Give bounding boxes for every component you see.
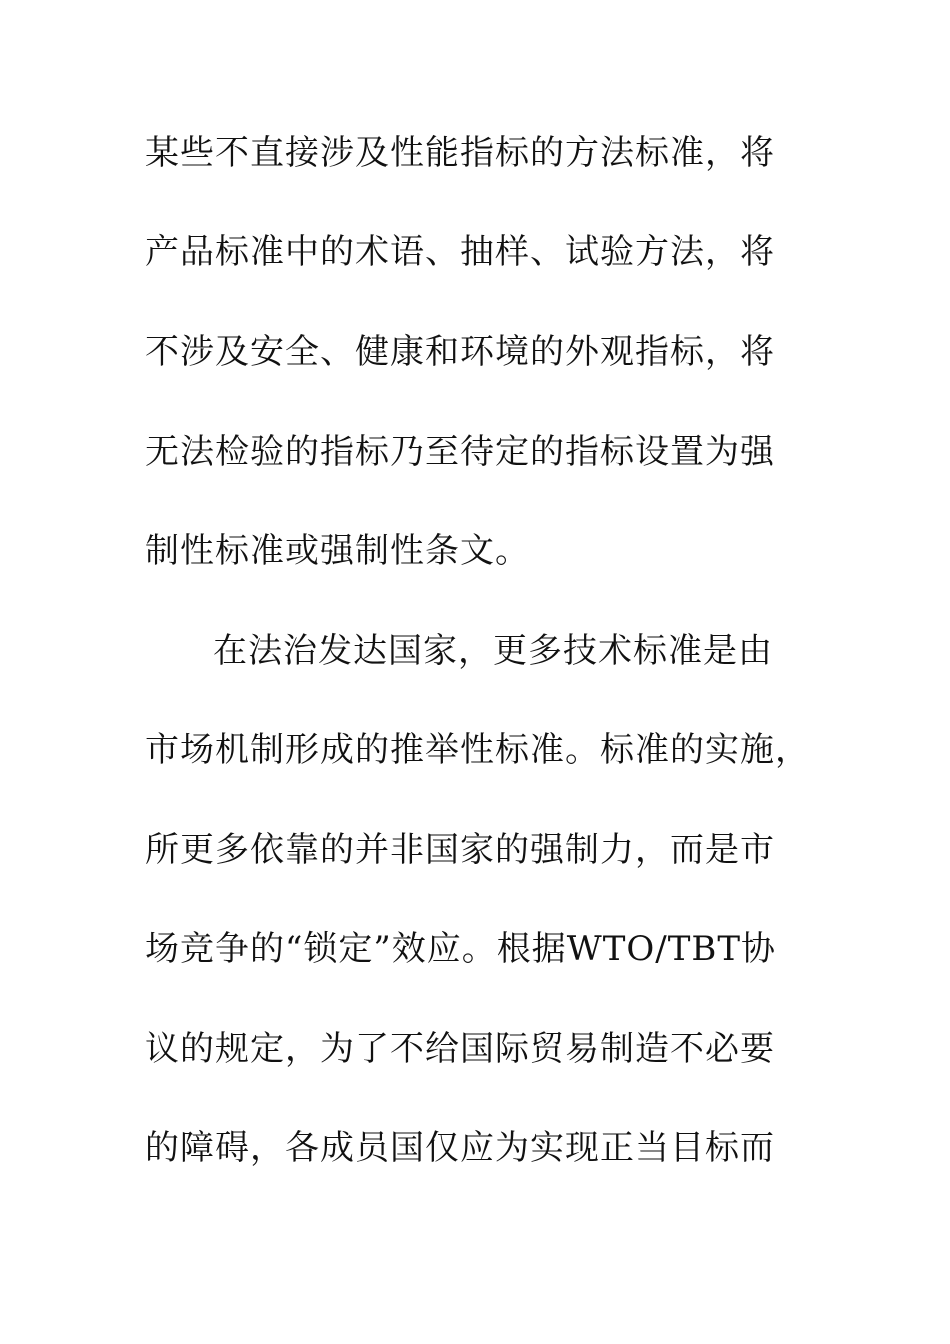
text-line: 制性标准或强制性条文。 bbox=[145, 531, 530, 571]
text-line: 所更多依靠的并非国家的强制力，而是市 bbox=[145, 830, 775, 870]
text-line: 议的规定，为了不给国际贸易制造不必要 bbox=[145, 1029, 775, 1069]
text-line: 的障碍，各成员国仅应为实现正当目标而 bbox=[145, 1128, 775, 1168]
text-line: 无法检验的指标乃至待定的指标设置为强 bbox=[145, 432, 775, 472]
text-line: 市场机制形成的推举性标准。标准的实施， bbox=[145, 730, 810, 770]
text-line: 某些不直接涉及性能指标的方法标准，将 bbox=[145, 133, 775, 173]
paragraph-start-line: 在法治发达国家，更多技术标准是由 bbox=[213, 631, 773, 671]
text-line: 不涉及安全、健康和环境的外观指标，将 bbox=[145, 332, 775, 372]
text-line: 场竞争的“锁定”效应。根据WTO/TBT协 bbox=[145, 929, 777, 969]
text-line: 产品标准中的术语、抽样、试验方法，将 bbox=[145, 232, 775, 272]
